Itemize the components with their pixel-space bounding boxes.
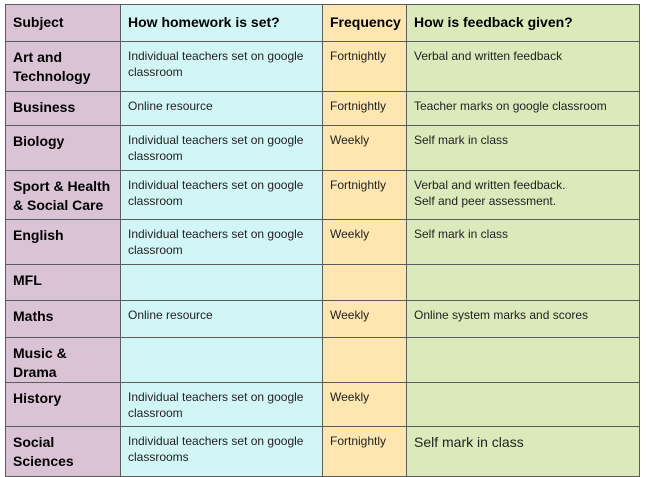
subject-cell: Business: [6, 92, 121, 126]
subject-cell: Social Sciences: [6, 427, 121, 477]
how-set-cell: Individual teachers set on google classroom: [121, 171, 323, 220]
frequency-cell: Weekly: [323, 126, 407, 171]
table-row: [6, 92, 640, 126]
frequency-cell: Weekly: [323, 383, 407, 427]
header-frequency: Frequency: [323, 5, 407, 42]
frequency-cell: Fortnightly: [323, 427, 407, 477]
table-row: [6, 171, 640, 220]
how-set-cell: Online resource: [121, 301, 323, 338]
how-set-cell: Individual teachers set on google classroom: [121, 126, 323, 171]
how-set-cell: Individual teachers set on google classroom: [121, 220, 323, 265]
subject-cell: Sport & Health & Social Care: [6, 171, 121, 220]
frequency-cell: Fortnightly: [323, 92, 407, 126]
feedback-cell: Self mark in class: [407, 126, 640, 171]
how-set-cell: Individual teachers set on google classroom: [121, 383, 323, 427]
feedback-cell: [407, 383, 640, 427]
frequency-cell: Weekly: [323, 220, 407, 265]
frequency-cell: [323, 265, 407, 301]
how-set-cell: Individual teachers set on google classroom: [121, 42, 323, 92]
feedback-cell: Online system marks and scores: [407, 301, 640, 338]
table-row: [6, 427, 640, 477]
subject-cell: Music & Drama: [6, 338, 121, 383]
header-row: [6, 5, 640, 42]
table-row: [6, 338, 640, 383]
frequency-cell: Fortnightly: [323, 171, 407, 220]
table-row: [6, 126, 640, 171]
header-subject: Subject: [6, 5, 121, 42]
table-row: [6, 383, 640, 427]
subject-cell: History: [6, 383, 121, 427]
feedback-cell: Verbal and written feedback: [407, 42, 640, 92]
feedback-cell: Teacher marks on google classroom: [407, 92, 640, 126]
subject-cell: Maths: [6, 301, 121, 338]
subject-cell: MFL: [6, 265, 121, 301]
feedback-cell: Verbal and written feedback. Self and peer assessment.: [407, 171, 640, 220]
subject-cell: Art and Technology: [6, 42, 121, 92]
how-set-cell: [121, 338, 323, 383]
feedback-cell: [407, 265, 640, 301]
how-set-cell: Individual teachers set on google classrooms: [121, 427, 323, 477]
homework-table: [5, 4, 640, 477]
header-how-set: How homework is set?: [121, 5, 323, 42]
table-row: [6, 265, 640, 301]
subject-cell: Biology: [6, 126, 121, 171]
table-row: [6, 301, 640, 338]
header-feedback: How is feedback given?: [407, 5, 640, 42]
table-row: [6, 220, 640, 265]
how-set-cell: [121, 265, 323, 301]
frequency-cell: Fortnightly: [323, 42, 407, 92]
table-row: [6, 42, 640, 92]
feedback-cell: Self mark in class: [407, 220, 640, 265]
frequency-cell: Weekly: [323, 301, 407, 338]
feedback-cell: [407, 338, 640, 383]
subject-cell: English: [6, 220, 121, 265]
how-set-cell: Online resource: [121, 92, 323, 126]
frequency-cell: [323, 338, 407, 383]
feedback-cell: Self mark in class: [407, 427, 640, 477]
